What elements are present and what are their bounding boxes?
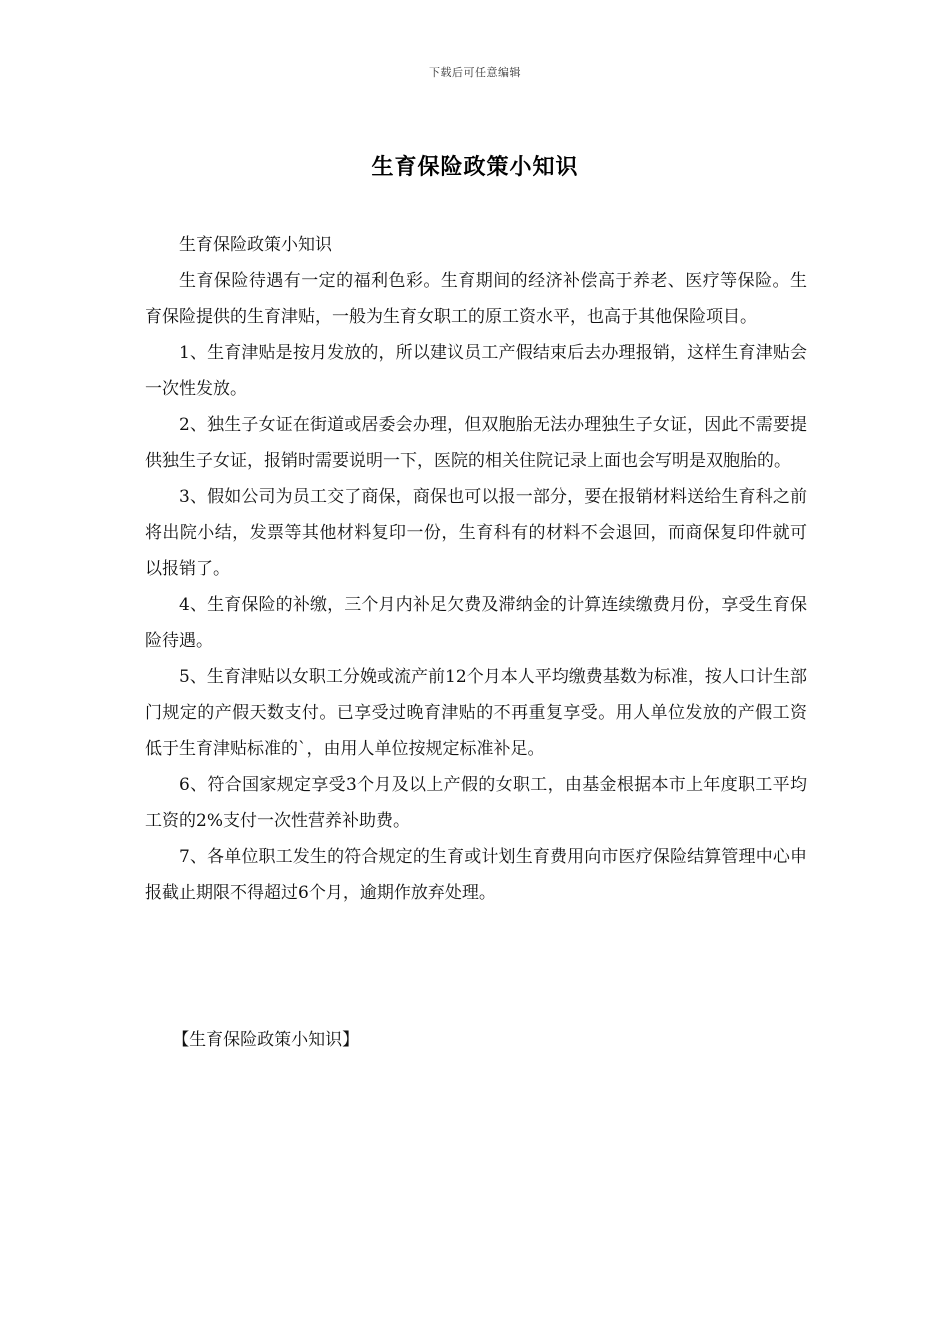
paragraph-item-4: 4、生育保险的补缴，三个月内补足欠费及滞纳金的计算连续缴费月份，享受生育保险待遇。	[145, 595, 807, 651]
document-title: 生育保险政策小知识	[371, 154, 579, 180]
document-body	[145, 227, 807, 911]
paragraph-item-7: 7、各单位职工发生的符合规定的生育或计划生育费用向市医疗保险结算管理中心申报截止期限不得超过6个月，逾期作放弃处理。	[145, 847, 807, 903]
paragraph-item-1: 1、生育津贴是按月发放的，所以建议员工产假结束后去办理报销，这样生育津贴会一次性发放。	[145, 343, 807, 399]
paragraph-item-6: 6、符合国家规定享受3个月及以上产假的女职工，由基金根据本市上年度职工平均工资的2%支付一次性营养补助费。	[145, 775, 807, 831]
paragraph-item-2: 2、独生子女证在街道或居委会办理，但双胞胎无法办理独生子女证，因此不需要提供独生子女证，报销时需要说明一下，医院的相关住院记录上面也会写明是双胞胎的。	[145, 415, 807, 471]
header-note: 下载后可任意编辑	[429, 66, 521, 79]
paragraph-item-5: 5、生育津贴以女职工分娩或流产前12个月本人平均缴费基数为标准，按人口计生部门规定的产假天数支付。已享受过晚育津贴的不再重复享受。用人单位发放的产假工资低于生育津贴标准的`，由用人单位按规定标准补足。	[145, 667, 807, 759]
paragraph-item-3: 3、假如公司为员工交了商保，商保也可以报一部分，要在报销材料送给生育科之前将出院小结，发票等其他材料复印一份，生育科有的材料不会退回，而商保复印件就可以报销了。	[145, 487, 807, 579]
paragraph-subtitle: 生育保险政策小知识	[179, 235, 332, 255]
paragraph-intro: 生育保险待遇有一定的福利色彩。生育期间的经济补偿高于养老、医疗等保险。生育保险提供的生育津贴，一般为生育女职工的原工资水平，也高于其他保险项目。	[145, 271, 807, 327]
footer-tag: 【生育保险政策小知识】	[172, 1030, 360, 1050]
